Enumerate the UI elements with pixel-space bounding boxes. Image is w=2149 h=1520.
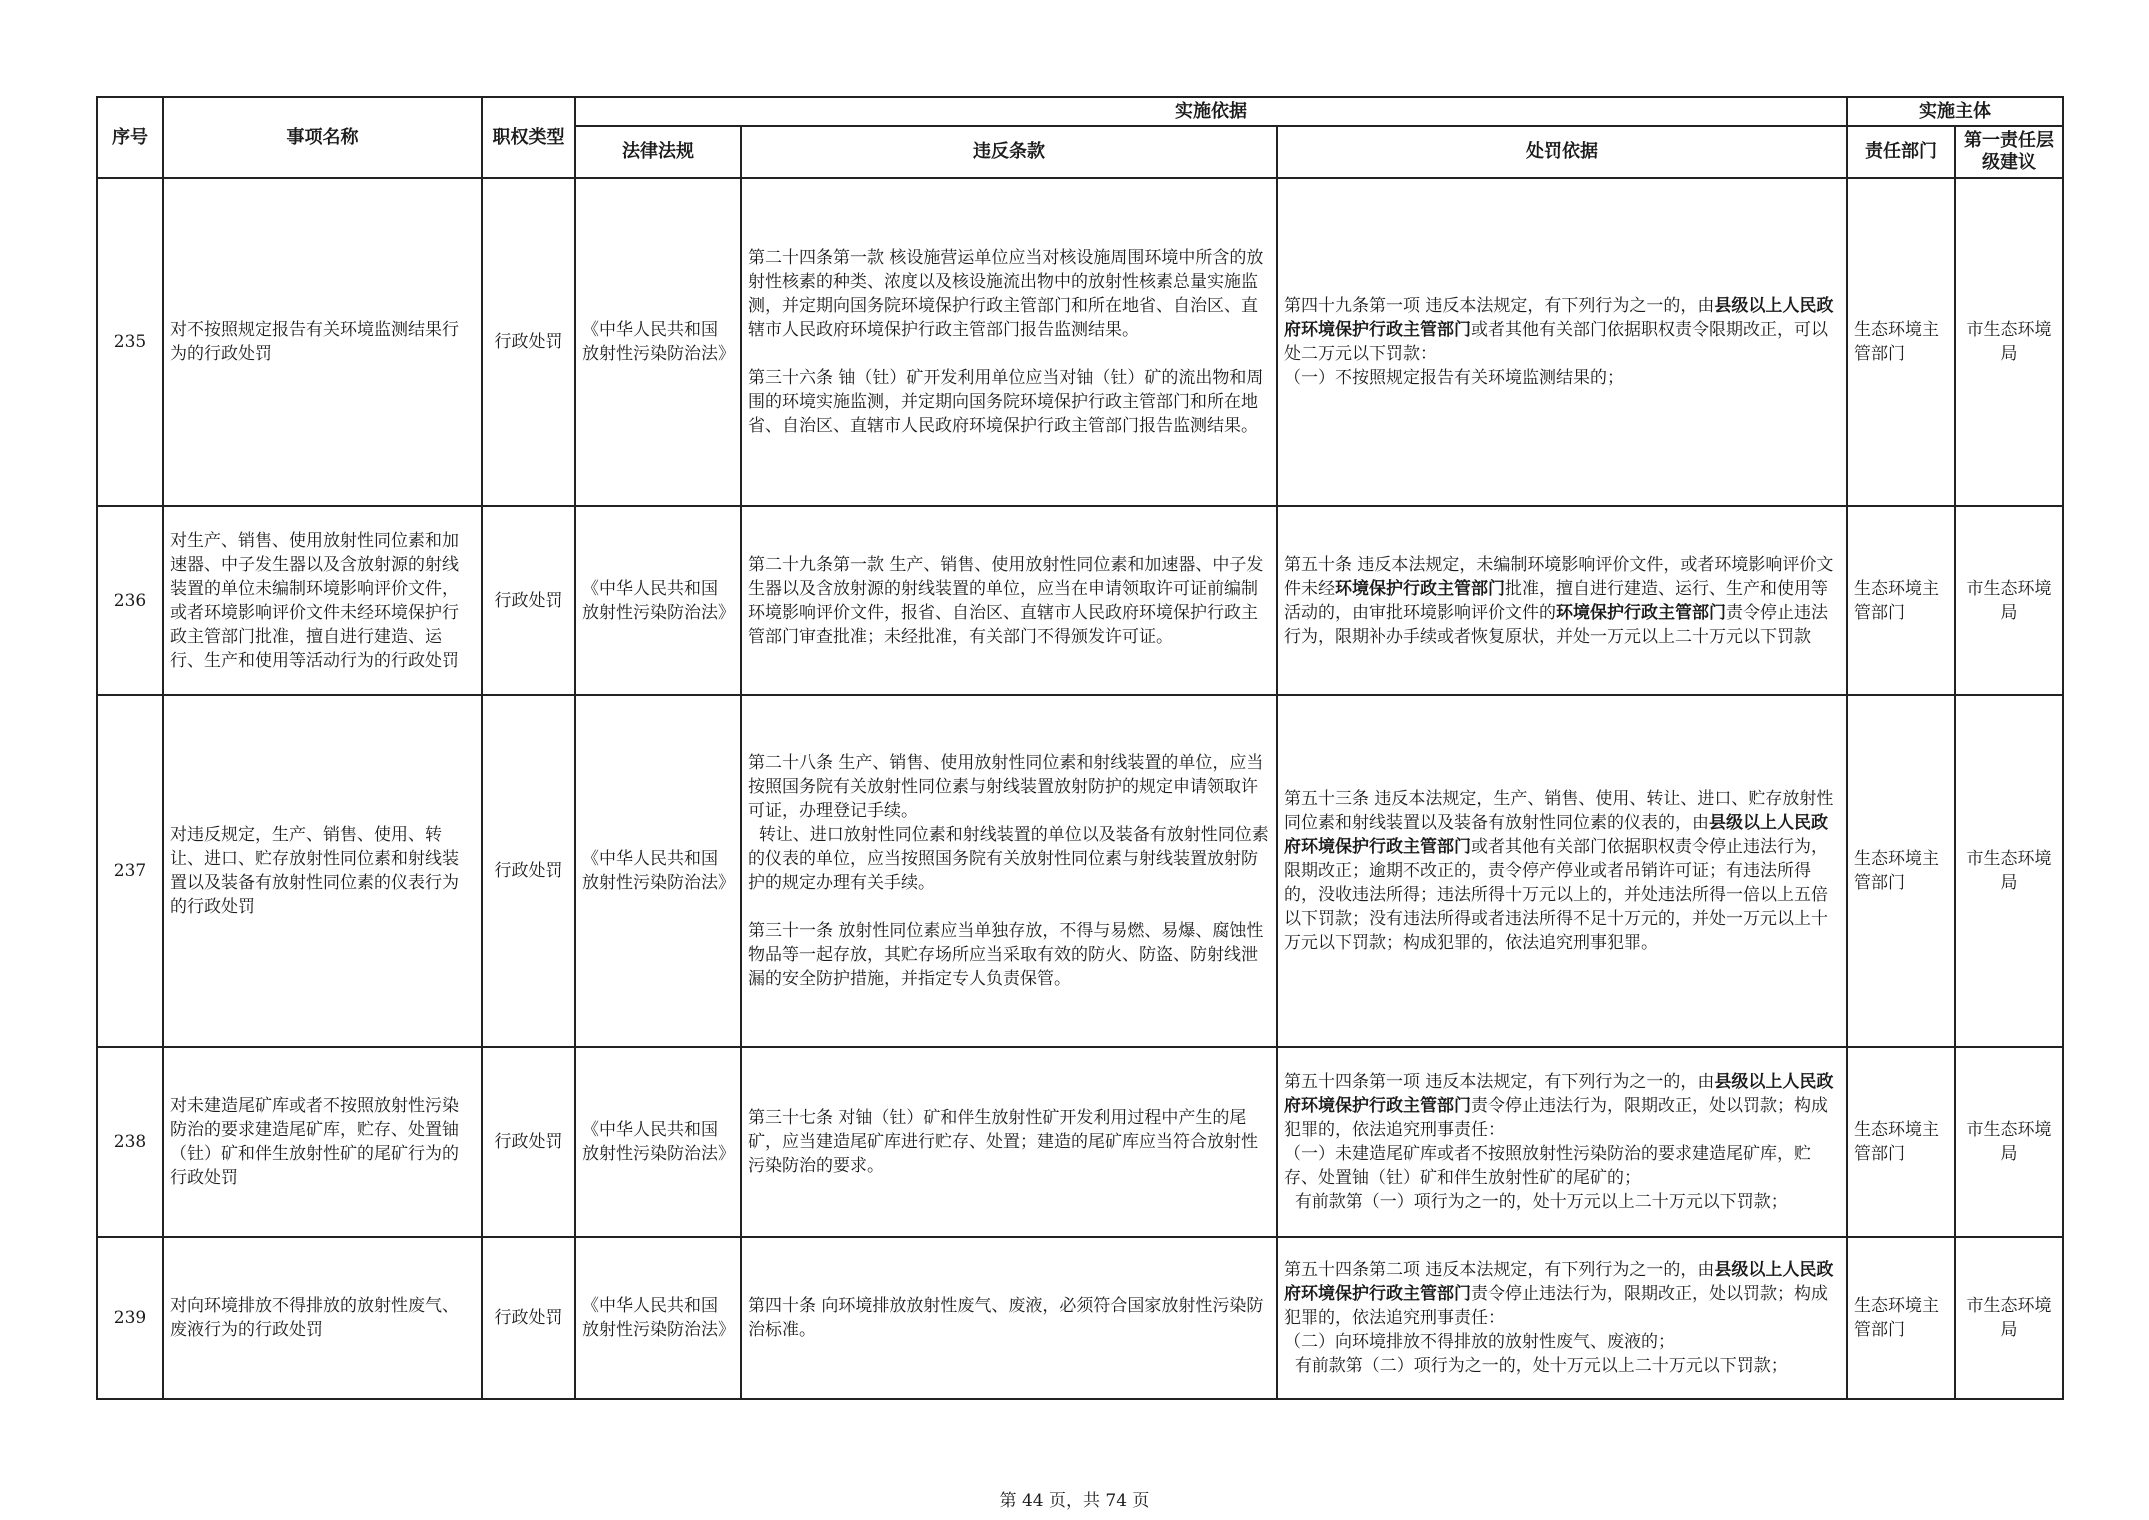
- row-violation: [741, 178, 1277, 506]
- penalty-segment: 或者其他有关部门依据职权责令停止违法行为，限期改正；逾期不改正的，责令停产停业或者吊销许可证；有违法所得的，没收违法所得；违法所得十万元以上的，并处违法所得一倍以上五倍以下罚款；没有违法所得或者违法所得不足十万元的，并处一万元以上十万元以下罚款；构成犯罪的，依法追究刑事犯罪。: [1284, 837, 1828, 953]
- penalty-line: [1284, 1258, 1840, 1330]
- row-level: [1955, 178, 2063, 506]
- row-item-name: [163, 178, 482, 506]
- row-item-name-text: 对不按照规定报告有关环境监测结果行为的行政处罚: [170, 320, 459, 364]
- row-item-name-text: 对向环境排放不得排放的放射性废气、废液行为的行政处罚: [170, 1296, 459, 1340]
- penalty-segment: （一）不按照规定报告有关环境监测结果的；: [1284, 368, 1624, 388]
- row-dept-text: 生态环境主管部门: [1854, 1296, 1940, 1340]
- row-law: [575, 506, 741, 695]
- penalty-line: [1284, 1330, 1840, 1354]
- row-law-text: 《中华人民共和国放射性污染防治法》: [582, 1296, 735, 1340]
- row-level: [1955, 506, 2063, 695]
- row-law: [575, 1237, 741, 1399]
- violation-text: [742, 747, 1276, 995]
- row-item-name: [163, 1237, 482, 1399]
- table-row: [97, 506, 2063, 695]
- row-item-name: [163, 506, 482, 695]
- penalty-segment: 责令停止违法行为，限期改正，处以罚款；构成犯罪的，依法追究刑事责任：: [1284, 1284, 1828, 1328]
- violation-paragraph: 第三十六条 铀（钍）矿开发利用单位应当对铀（钍）矿的流出物和周围的环境实施监测，并定期向国务院环境保护行政主管部门和所在地省、自治区、直辖市人民政府环境保护行政主管部门报告监测结果。: [748, 368, 1264, 436]
- penalty-line: [1284, 1070, 1840, 1142]
- row-dept: [1847, 1047, 1955, 1237]
- header-subject-group: 实施主体: [1847, 97, 2063, 126]
- row-law-text: 《中华人民共和国放射性污染防治法》: [582, 578, 735, 623]
- row-dept-text: 生态环境主管部门: [1854, 320, 1940, 364]
- row-item-name: [163, 695, 482, 1047]
- penalty-segment: 第五十三条 违反本法规定，生产、销售、使用、转让、进口、贮存放射性同位素和射线装置以及装备有放射性同位素的仪表的，由: [1284, 789, 1834, 833]
- penalty-segment: 责令停止违法行为，限期改正，处以罚款；构成犯罪的，依法追究刑事责任：: [1284, 1096, 1828, 1140]
- violation-text: [742, 242, 1276, 442]
- penalty-line: [1284, 366, 1840, 390]
- violation-paragraph: 第二十九条第一款 生产、销售、使用放射性同位素和加速器、中子发生器以及含放射源的射线装置的单位，应当在申请领取许可证前编制环境影响评价文件，报省、自治区、直辖市人民政府环境保护行政主管部门审查批准；未经批准，有关部门不得颁发许可证。: [748, 554, 1264, 647]
- header-basis-group: 实施依据: [575, 97, 1847, 126]
- penalty-text: [1278, 549, 1846, 653]
- table-row: [97, 178, 2063, 506]
- row-no: 235: [97, 178, 163, 506]
- violation-paragraph: 第三十七条 对铀（钍）矿和伴生放射性矿开发利用过程中产生的尾矿，应当建造尾矿库进行贮存、处置；建造的尾矿库应当符合放射性污染防治的要求。: [748, 1108, 1258, 1176]
- row-no: 237: [97, 695, 163, 1047]
- row-law-text: 《中华人民共和国放射性污染防治法》: [582, 320, 735, 364]
- row-item-name-text: 对生产、销售、使用放射性同位素和加速器、中子发生器以及含放射源的射线装置的单位未编制环境影响评价文件，或者环境影响评价文件未经环境保护行政主管部门批准，擅自进行建造、运行、生产和使用等活动行为的行政处罚: [170, 530, 459, 671]
- row-level: [1955, 1237, 2063, 1399]
- penalty-line: [1284, 553, 1840, 649]
- penalty-line: [1284, 294, 1840, 366]
- violation-paragraph: 第二十四条第一款 核设施营运单位应当对核设施周围环境中所含的放射性核素的种类、浓度以及核设施流出物中的放射性核素总量实施监测，并定期向国务院环境保护行政主管部门和所在地省、自治区、直辖市人民政府环境保护行政主管部门报告监测结果。: [748, 248, 1264, 340]
- row-no: 236: [97, 506, 163, 695]
- table-row: [97, 1237, 2063, 1399]
- header-no: 序号: [97, 97, 163, 178]
- row-level: [1955, 1047, 2063, 1237]
- penalty-segment: 第五十四条第二项 违反本法规定，有下列行为之一的，由: [1284, 1260, 1715, 1280]
- row-violation: [741, 1237, 1277, 1399]
- header-violation: 违反条款: [741, 126, 1277, 178]
- penalty-line: [1284, 1354, 1840, 1378]
- row-violation: [741, 695, 1277, 1047]
- penalty-text: [1278, 290, 1846, 394]
- violation-paragraph: 第二十八条 生产、销售、使用放射性同位素和射线装置的单位，应当按照国务院有关放射性同位素与射线装置放射防护的规定申请领取许可证，办理登记手续。 转让、进口放射性同位素和射线装置的单位以及装备有放射性同位素的仪表的单位，应当按照国务院有关放射性同位素与射线装置放射防护的规定办理有关手续。: [748, 753, 1269, 893]
- row-level-text: 市生态环境局: [1966, 1296, 2052, 1340]
- row-law-text: 《中华人民共和国放射性污染防治法》: [582, 1120, 735, 1164]
- row-level-text: 市生态环境局: [1966, 1120, 2052, 1164]
- penalty-segment: 有前款第（一）项行为之一的，处十万元以上二十万元以下罚款；: [1284, 1192, 1788, 1212]
- row-power-type: 行政处罚: [482, 178, 575, 506]
- penalty-segment: （二）向环境排放不得排放的放射性废气、废液的；: [1284, 1332, 1675, 1352]
- row-dept: [1847, 178, 1955, 506]
- penalty-segment: 责令停止违法行为，限期补办手续或者恢复原状，并处一万元以上二十万元以下罚款: [1284, 602, 1828, 647]
- row-item-name-text: 对未建造尾矿库或者不按照放射性污染防治的要求建造尾矿库，贮存、处置铀（钍）矿和伴生放射性矿的尾矿行为的行政处罚: [170, 1096, 459, 1188]
- penalty-line: [1284, 787, 1840, 955]
- table-row: [97, 1047, 2063, 1237]
- penalty-authority-bold: 县级以上人民政府环境保护行政主管部门: [1284, 1260, 1834, 1304]
- violation-paragraph: 第三十一条 放射性同位素应当单独存放，不得与易燃、易爆、腐蚀性物品等一起存放，其贮存场所应当采取有效的防火、防盗、防射线泄漏的安全防护措施，并指定专人负责保管。: [748, 921, 1264, 989]
- penalty-segment: 或者其他有关部门依据职权责令限期改正，可以处二万元以下罚款：: [1284, 320, 1828, 364]
- row-item-name: [163, 1047, 482, 1237]
- row-level: [1955, 695, 2063, 1047]
- page-number: 第 44 页，共 74 页: [999, 1491, 1150, 1511]
- row-penalty: [1277, 695, 1847, 1047]
- row-power-type: 行政处罚: [482, 695, 575, 1047]
- header-item-name: 事项名称: [163, 97, 482, 178]
- penalty-authority-bold: 县级以上人民政府环境保护行政主管部门: [1284, 813, 1828, 857]
- row-dept: [1847, 506, 1955, 695]
- penalty-line: [1284, 1190, 1840, 1214]
- penalty-segment: 批准，擅自进行建造、运行、生产和使用等活动的，由审批环境影响评价文件的: [1284, 578, 1828, 623]
- penalty-segment: 第五十条 违反本法规定，未编制环境影响评价文件，或者环境影响评价文件未经: [1284, 554, 1834, 599]
- row-penalty: [1277, 506, 1847, 695]
- row-penalty: [1277, 1047, 1847, 1237]
- row-dept-text: 生态环境主管部门: [1854, 1120, 1940, 1164]
- row-level-text: 市生态环境局: [1966, 849, 2052, 893]
- penalty-segment: 第五十四条第一项 违反本法规定，有下列行为之一的，由: [1284, 1072, 1715, 1092]
- row-power-type: 行政处罚: [482, 1047, 575, 1237]
- penalty-authority-bold: 县级以上人民政府环境保护行政主管部门: [1284, 1072, 1834, 1116]
- enforcement-table: [96, 96, 2064, 1400]
- row-law: [575, 178, 741, 506]
- penalty-text: [1278, 783, 1846, 959]
- row-dept-text: 生态环境主管部门: [1854, 578, 1940, 623]
- row-level-text: 市生态环境局: [1966, 320, 2052, 364]
- row-law: [575, 1047, 741, 1237]
- header-level: 第一责任层级建议: [1955, 126, 2063, 178]
- row-level-text: 市生态环境局: [1966, 578, 2052, 623]
- row-law-text: 《中华人民共和国放射性污染防治法》: [582, 849, 735, 893]
- row-penalty: [1277, 178, 1847, 506]
- header-penalty: 处罚依据: [1277, 126, 1847, 178]
- penalty-segment: （一）未建造尾矿库或者不按照放射性污染防治的要求建造尾矿库，贮存、处置铀（钍）矿和伴生放射性矿的尾矿的；: [1284, 1144, 1811, 1188]
- violation-paragraph: 第四十条 向环境排放放射性废气、废液，必须符合国家放射性污染防治标准。: [748, 1296, 1264, 1340]
- header-dept: 责任部门: [1847, 126, 1955, 178]
- table-row: [97, 695, 2063, 1047]
- violation-text: [742, 549, 1276, 653]
- row-no: 238: [97, 1047, 163, 1237]
- penalty-authority-bold: 县级以上人民政府环境保护行政主管部门: [1284, 296, 1834, 340]
- penalty-text: [1278, 1066, 1846, 1218]
- row-dept: [1847, 695, 1955, 1047]
- penalty-segment: 有前款第（二）项行为之一的，处十万元以上二十万元以下罚款；: [1284, 1356, 1788, 1376]
- header-law: 法律法规: [575, 126, 741, 178]
- row-power-type: 行政处罚: [482, 1237, 575, 1399]
- row-law: [575, 695, 741, 1047]
- row-power-type: 行政处罚: [482, 506, 575, 695]
- penalty-authority-bold: 环境保护行政主管部门: [1335, 578, 1505, 599]
- row-penalty: [1277, 1237, 1847, 1399]
- penalty-segment: 第四十九条第一项 违反本法规定，有下列行为之一的，由: [1284, 296, 1715, 316]
- violation-text: [742, 1102, 1276, 1182]
- row-dept-text: 生态环境主管部门: [1854, 849, 1940, 893]
- header-power-type: 职权类型: [482, 97, 575, 178]
- penalty-authority-bold: 环境保护行政主管部门: [1556, 602, 1726, 623]
- row-no: 239: [97, 1237, 163, 1399]
- row-violation: [741, 1047, 1277, 1237]
- row-dept: [1847, 1237, 1955, 1399]
- penalty-text: [1278, 1254, 1846, 1382]
- row-item-name-text: 对违反规定，生产、销售、使用、转让、进口、贮存放射性同位素和射线装置以及装备有放射性同位素的仪表行为的行政处罚: [170, 825, 459, 917]
- violation-text: [742, 1290, 1276, 1346]
- penalty-line: [1284, 1142, 1840, 1190]
- row-violation: [741, 506, 1277, 695]
